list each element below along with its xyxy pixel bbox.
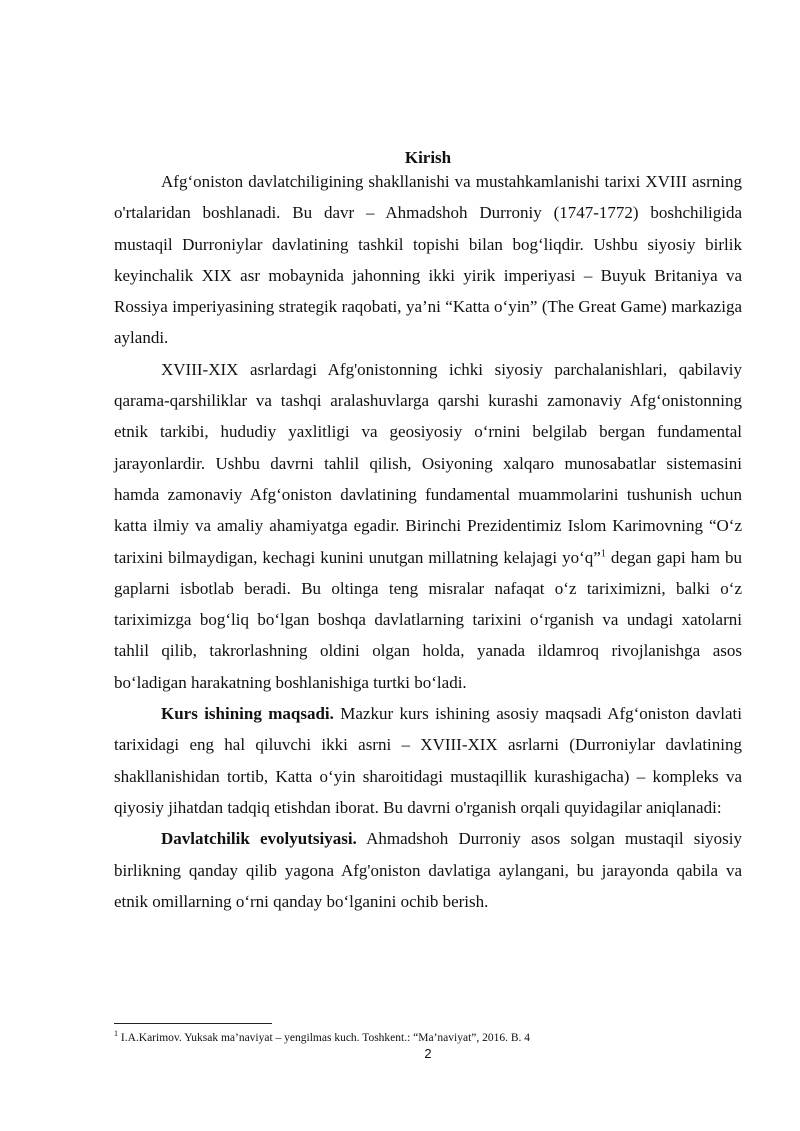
paragraph-introduction	[114, 166, 742, 354]
paragraph-text: Mazkur kurs ishining asosiy maqsadi Afg‘oniston davlati tarixidagi eng hal qiluvchi ikki asrni – XVIII-XIX asrlarni (Durroniylar davlatining shakllanishidan tortib, Katta o‘yin sharoitidagi mustaqillik kurashigacha) – kompleks va qiyosiy jihatdan tadqiq etishdan iborat. Bu davrni o'rganish orqali quyidagilar aniqlanadi:	[114, 704, 742, 817]
paragraph-text-before-footnote: XVIII-XIX asrlardagi Afg'onistonning ichki siyosiy parchalanishlari, qabilaviy qarama-qarshiliklar va tashqi aralashuvlarga qarshi kurashi zamonaviy Afg‘onistonning etnik tarkibi, hududiy yaxlitligi va geosiyosiy o‘rnini belgilab bergan fundamental jarayonlardir. Ushbu davrni tahlil qilish, Osiyoning xalqaro munosabatlar sistemasini hamda zamonaviy Afg‘oniston davlatining fundamental muammolarini tushunish uchun katta ilmiy va amaliy ahamiyatga egadir. Birinchi Prezidentimiz Islom Karimovning “O‘z tarixini bilmaydigan, kechagi kunini unutgan millatning kelajagi yo‘q”	[114, 359, 742, 567]
paragraph-text: Ahmadshoh Durroniy asos solgan mustaqil siyosiy birlikning qanday qilib yagona Afg'oniston davlatiga aylangani, bu jarayonda qabila va etnik omillarning o‘rni qanday bo‘lganini ochib berish.	[114, 829, 742, 911]
footnote-number: 1	[114, 1029, 118, 1039]
paragraph-lead-in: Kurs ishining maqsadi.	[161, 704, 334, 724]
page-number: 2	[424, 1046, 432, 1061]
section-heading: Kirish	[404, 148, 452, 167]
paragraph-aim	[114, 698, 742, 823]
footnote-text: I.A.Karimov. Yuksak ma’naviyat – yengilmas kuch. Toshkent.: “Ma’naviyat”, 2016. B. 4	[118, 1032, 531, 1044]
paragraph-context	[114, 354, 742, 698]
paragraph-statehood	[114, 823, 742, 917]
paragraph-lead-in: Davlatchilik evolyutsiyasi.	[161, 829, 357, 849]
footnote-separator	[114, 1023, 272, 1024]
footnote	[114, 1031, 754, 1045]
footnote-reference[interactable]: 1	[600, 547, 606, 559]
body-text	[114, 166, 742, 917]
paragraph-text: Afg‘oniston davlatchiligining shakllanishi va mustahkamlanishi tarixi XVIII asrning o'rtalaridan boshlanadi. Bu davr – Ahmadshoh Durroniy (1747-1772) boshchiligida mustaqil Durroniylar davlatining tashkil topishi bilan bog‘liqdir. Ushbu siyosiy birlik keyinchalik XIX asr mobaynida jahonning ikki yirik imperiyasi – Buyuk Britaniya va Rossiya imperiyasining strategik raqobati, ya’ni “Katta o‘yin” (The Great Game) markaziga aylandi.	[114, 172, 742, 348]
paragraph-text-after-footnote: degan gapi ham bu gaplarni isbotlab beradi. Bu oltinga teng misralar nafaqat o‘z tariximizni, balki o‘z tariximizga bog‘liq bo‘lgan boshqa davlatlarning tarixini o‘rganish va undagi xatolarni tahlil qilib, takrorlashning oldini olgan holda, yanada ildamroq rivojlanishga asos bo‘ladigan harakatning boshlanishiga turtki bo‘ladi.	[114, 547, 742, 692]
